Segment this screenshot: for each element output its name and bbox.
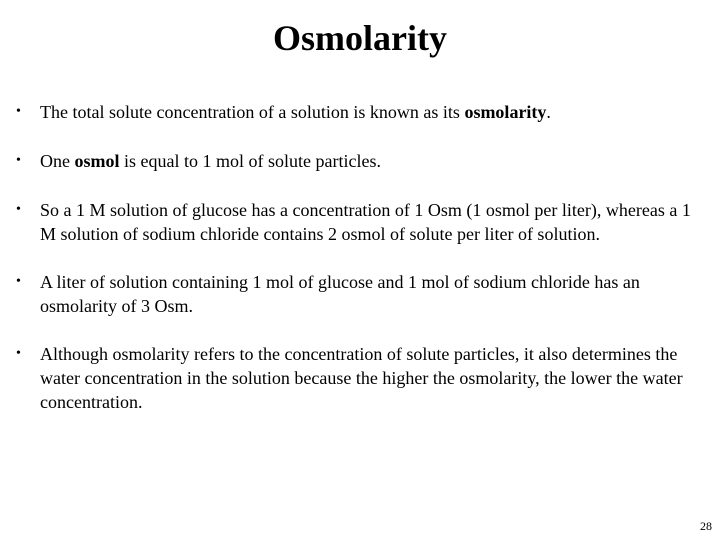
bullet-text: Although osmolarity refers to the concentration of solute particles, it also determines the water concentration in the solution because the higher the osmolarity, the lower the water concentration. — [40, 344, 683, 412]
bullet-text: A liter of solution containing 1 mol of glucose and 1 mol of sodium chloride has an osmolarity of 3 Osm. — [40, 272, 640, 316]
bullet-item — [14, 342, 694, 414]
bullet-text: The total solute concentration of a solution is known as its — [40, 102, 465, 122]
bullet-item — [14, 149, 694, 173]
bullet-list — [14, 100, 694, 439]
bullet-text: is equal to 1 mol of solute particles. — [119, 151, 381, 171]
bullet-text: One — [40, 151, 75, 171]
bullet-text: So a 1 M solution of glucose has a concentration of 1 Osm (1 osmol per liter), whereas a 1 M solution of sodium chloride contains 2 osmol of solute per liter of solution. — [40, 200, 691, 244]
slide-title: Osmolarity — [273, 18, 447, 58]
bullet-term: osmolarity — [464, 102, 547, 122]
bullet-dot-icon: • — [16, 274, 21, 289]
bullet-dot-icon: • — [16, 346, 21, 361]
page-number: 28 — [700, 519, 712, 533]
bullet-term: osmol — [74, 151, 120, 171]
bullet-dot-icon: • — [16, 153, 21, 168]
bullet-dot-icon: • — [16, 202, 21, 217]
bullet-item — [14, 100, 694, 124]
bullet-item — [14, 198, 694, 246]
bullet-dot-icon: • — [16, 104, 21, 119]
bullet-text: . — [546, 102, 551, 122]
bullet-item — [14, 270, 694, 318]
